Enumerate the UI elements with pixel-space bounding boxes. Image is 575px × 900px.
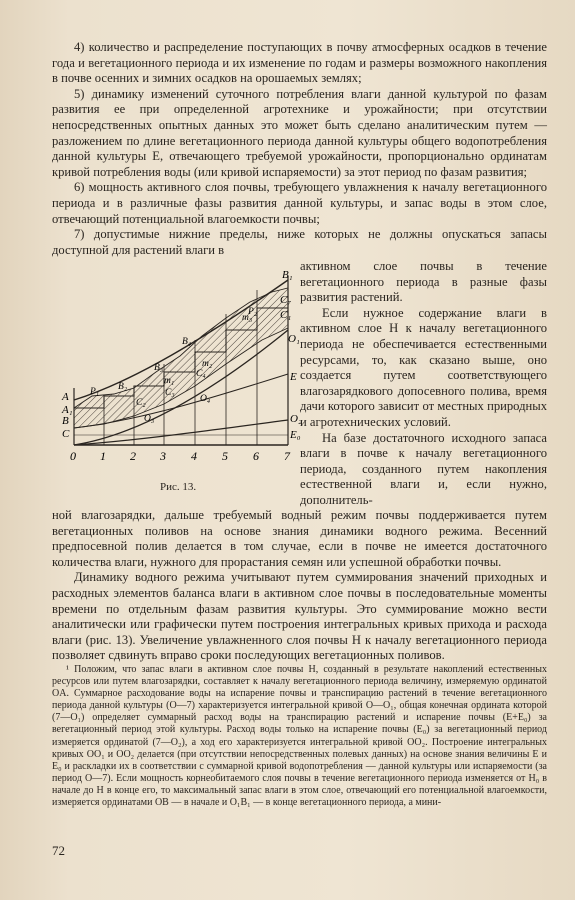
x-tick: 4: [191, 449, 197, 463]
right-label: B₁: [282, 269, 293, 281]
paragraph: Если нужное содержание влаги в активном слое H к началу вегетационного периода не обеспечивается естественными ресурсами, то, как сказано выше, оно создается путем соответствующего влагозарядкового допосевного полива, время дачи которого зависит от местных природных и агротехнических условий.: [300, 305, 547, 429]
paragraph: активном слое почвы в течение вегетационного периода в разные фазы развития растений.: [300, 259, 547, 305]
inner-label: P₂: [248, 307, 258, 317]
left-label: A: [62, 391, 69, 403]
inner-label: C₃: [165, 388, 175, 398]
inner-label: B₃: [154, 363, 164, 373]
x-tick: 5: [222, 449, 228, 463]
right-label: C₁: [280, 309, 292, 321]
wrapped-text-block: [300, 259, 547, 509]
inner-label: O₄: [200, 394, 211, 404]
inner-label: m₃: [242, 313, 253, 323]
x-tick: 6: [253, 449, 259, 463]
paragraph: На базе достаточного исходного запаса влаги в почве к началу вегетационного периода, созданного путем накопления естественной влаги и, если нужно, дополнитель-: [300, 430, 547, 507]
right-label: E: [290, 371, 297, 383]
moisture-integral-diagram: [52, 270, 300, 495]
inner-label: m₁: [164, 376, 175, 386]
inner-label: B₂: [118, 382, 128, 392]
right-label: E₀: [290, 429, 301, 441]
bottom-text-block: [52, 508, 547, 664]
inner-label: C₄: [196, 369, 206, 379]
right-label: O₁: [288, 333, 300, 345]
left-label: C: [62, 428, 70, 440]
left-label: A₁: [62, 404, 73, 416]
inner-label: B₄: [182, 337, 192, 347]
right-label: C₇: [280, 294, 292, 306]
inner-label: P₁: [90, 387, 100, 397]
figure-13: [52, 270, 300, 495]
page-number: 72: [52, 843, 65, 858]
x-tick: 7: [284, 449, 290, 463]
inner-label: C₂: [136, 398, 146, 408]
paragraph: 7) допустимые нижние пределы, ниже которых не должны опускаться запасы доступной для растений влаги в: [52, 227, 547, 257]
paragraph: ной влагозарядки, дальше требуемый водный режим почвы поддерживается путем вегетационных поливов на основе знания динамики водного режима. Весенний предпосевной полив делается в том случае, если в почве не имеется достаточного количества влаги, нужного для прорастания семян или успешной обработки почвы.: [52, 508, 547, 569]
x-tick: 0: [70, 449, 76, 463]
x-tick: 3: [160, 449, 166, 463]
top-text-block: [52, 40, 547, 258]
paragraph: 4) количество и распределение поступающих в почву атмосферных осадков в течение года и вегетационного периода и их изменение по годам и размеры возможного накопления в почве осенних и зимних осадков на орошаемых землях;: [52, 40, 547, 86]
paragraph: Динамику водного режима учитывают путем суммирования значений приходных и расходных элементов баланса влаги в активном слое почвы в последовательные моменты времени по отдельным фазам развития культуры. Это суммирование можно вести аналитически или графически путем построения интегральных кривых прихода и расхода влаги (рис. 13). Увеличение увлажненного слоя почвы H к началу вегетационного периода позволяет сдвинуть вправо сроки последующих вегетационных поливов.: [52, 570, 547, 663]
footnote: [52, 664, 547, 809]
inner-label: O₃: [144, 414, 155, 424]
right-label: O₂: [290, 413, 302, 425]
footnote-text: ¹ Положим, что запас влаги в активном слое почвы H, созданный в результате накоплений естественных ресурсов или путем влагозарядки, составляет к началу вегетационного периода величину, измеряемую ординатой OA. Суммарное расходование воды на испарение почвы и транспирацию растений в течение вегетационного периода данной культуры (O—7) характеризуется интегральной кривой O—O₁, общая конечная ордината которой (7—O₁) определяет суммарный расход воды на транспирацию растений и испарение почвы (E+E₀) за вегетационный период этой культуры. Расход воды только на испарение почвы (E₀) за вегетационный период измеряется ординатой (7—O₂), а ход его характеризуется интегральной кривой OO₂. Построение интегральных кривых OO₁ и OO₂ делается (при отсутствии непосредственных полевых данных) на основе знания величины E и E₀ и раскладки их в соответствии с суммарной кривой водопотребления — данной культуры или испаряемости (за период O—7). Если мощность корнеобитаемого слоя почвы в течение вегетационного периода изменяется от H₀ в начале до H в конце его, то максимальный запас влаги в этом слое, отвечающий его потенциальной влагоемкости, измеряется ординатами OB — в начале и O₁B₁ — в конце вегетационного периода, а мини-: [52, 664, 547, 809]
x-tick: 2: [130, 449, 136, 463]
x-tick: 1: [100, 449, 106, 463]
figure-caption: Рис. 13.: [160, 481, 197, 493]
paragraph: 5) динамику изменений суточного потребления влаги данной культурой по фазам развития ее при определенной агротехнике и урожайности; при отсутствии непосредственных опытных данных это может быть сделано аналитическим путем — разложением по длине вегетационного периода данной культуры общего водопотребления данной культуры E, отвечающего требуемой урожайности, пропорционально ординатам кривой потребления воды (или кривой испаряемости) за этот период по фазам развития;: [52, 86, 547, 179]
paragraph: 6) мощность активного слоя почвы, требующего увлажнения к началу вегетационного периода и в различные фазы развития данной культуры, и запас воды в этом слое, отвечающий потенциальной влагоемкости почвы;: [52, 180, 547, 226]
inner-label: m₂: [202, 359, 213, 369]
left-label: B: [62, 415, 69, 427]
